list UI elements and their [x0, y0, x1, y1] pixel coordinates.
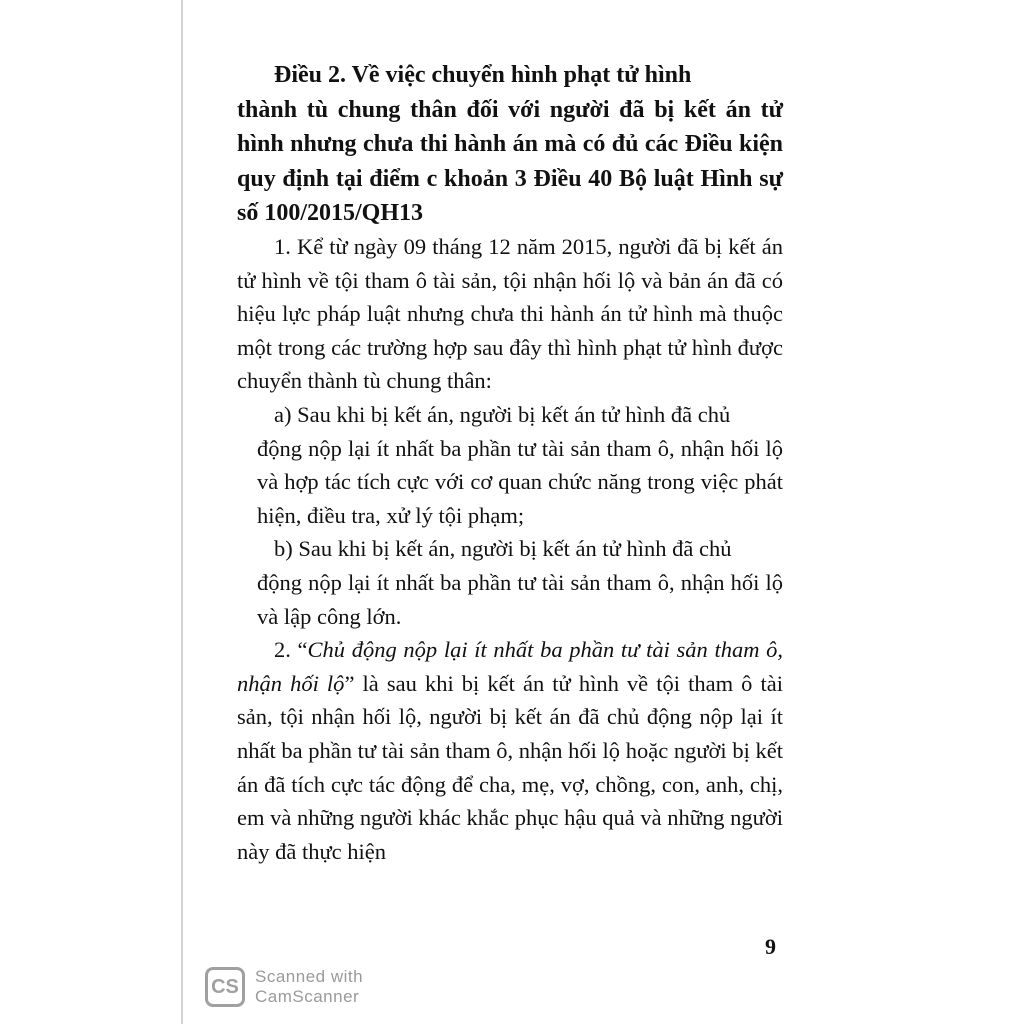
- camscanner-watermark: [205, 967, 363, 1007]
- page-number: 9: [765, 934, 776, 959]
- article-body: [237, 230, 783, 868]
- camscanner-logo-icon: CS: [205, 967, 245, 1007]
- clause-1-item-a: [237, 398, 783, 532]
- clause-2-number: 2.: [274, 637, 298, 663]
- clause-2-text: là sau khi bị kết án tử hình về tội tham ô tài sản, tội nhận hối lộ, người bị kết án đã chủ động nộp lại ít nhất ba phần tư tài sản tham ô, nhận hối lộ hoặc người bị kết án đã tích cực tác động để cha, mẹ, vợ, chồng, con, anh, chị, em và những người khác khắc phục hậu quả và những người này đã thực hiện: [237, 670, 783, 864]
- clause-2-quote-open: “: [297, 637, 308, 663]
- clause-1-intro: 1. Kể từ ngày 09 tháng 12 năm 2015, người đã bị kết án tử hình về tội tham ô tài sản, tội nhận hối lộ và bản án đã có hiệu lực pháp luật nhưng chưa thi hành án tử hình mà thuộc một trong các trường hợp sau đây thì hình phạt tử hình được chuyển thành tù chung thân:: [237, 234, 783, 394]
- binding-edge-line: [181, 0, 183, 1024]
- item-b-first-line: b) Sau khi bị kết án, người bị kết án tử hình đã chủ: [274, 536, 732, 562]
- watermark-line2: CamScanner: [255, 987, 360, 1006]
- item-a-continuation: động nộp lại ít nhất ba phần tư tài sản tham ô, nhận hối lộ và hợp tác tích cực với cơ quan chức năng trong việc phát hiện, điều tra, xử lý tội phạm;: [257, 435, 783, 528]
- article-heading-rest: thành tù chung thân đối với người đã bị kết án tử hình nhưng chưa thi hành án mà có đủ các Điều kiện quy định tại điểm c khoản 3 Điều 40 Bộ luật Hình sự số 100/2015/QH13: [237, 96, 783, 226]
- clause-1-item-b: [237, 532, 783, 633]
- article-heading-line1: Điều 2. Về việc chuyển hình phạt tử hình: [274, 62, 692, 88]
- clause-2-quote-close: ”: [344, 670, 355, 696]
- clause-2-quoted-term: Chủ động nộp lại ít nhất ba phần tư tài sản tham ô, nhận hối lộ: [237, 637, 784, 696]
- watermark-line1: Scanned with: [255, 967, 364, 986]
- clause-2: [237, 633, 783, 868]
- article-heading: [237, 58, 783, 231]
- item-a-first-line: a) Sau khi bị kết án, người bị kết án tử hình đã chủ: [274, 401, 731, 427]
- camscanner-text: [255, 967, 363, 1007]
- item-b-continuation: động nộp lại ít nhất ba phần tư tài sản tham ô, nhận hối lộ và lập công lớn.: [257, 569, 783, 629]
